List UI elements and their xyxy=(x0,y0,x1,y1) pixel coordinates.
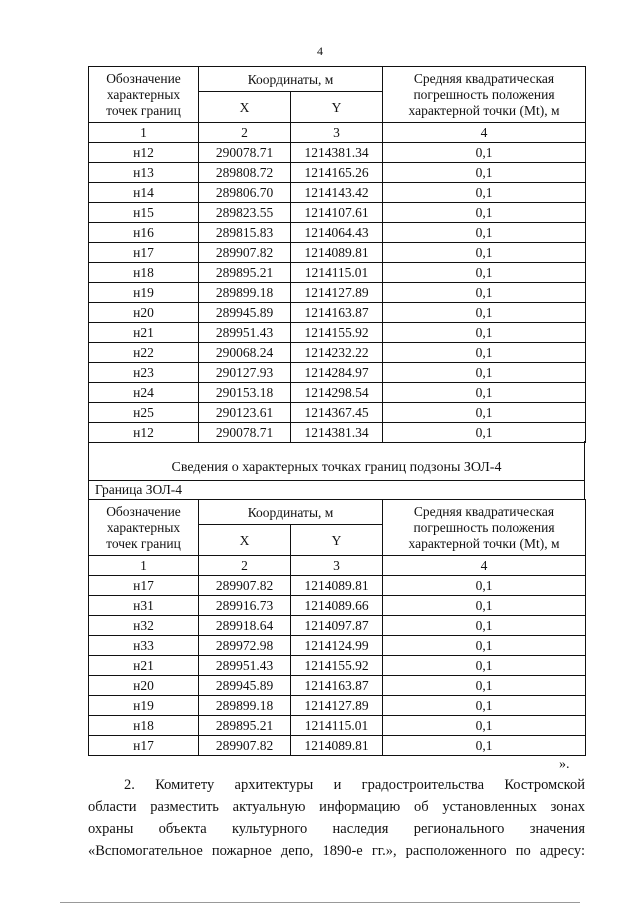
point-name: н18 xyxy=(89,716,199,736)
mt-error: 0,1 xyxy=(383,283,586,303)
header-designation: Обозначение характерных точек границ xyxy=(89,500,199,556)
coord-y: 1214115.01 xyxy=(291,716,383,736)
point-name: н21 xyxy=(89,323,199,343)
subzone-title: Сведения о характерных точках границ подзоны ЗОЛ-4 xyxy=(171,460,502,475)
point-name: н13 xyxy=(89,163,199,183)
point-name: н14 xyxy=(89,183,199,203)
table-row xyxy=(89,716,586,736)
header-x: X xyxy=(199,92,291,123)
table-row xyxy=(89,223,586,243)
table-row xyxy=(89,636,586,656)
table-row xyxy=(89,576,586,596)
point-name: н25 xyxy=(89,403,199,423)
coord-y: 1214155.92 xyxy=(291,323,383,343)
coord-y: 1214127.89 xyxy=(291,696,383,716)
coord-y: 1214163.87 xyxy=(291,676,383,696)
coord-x: 289899.18 xyxy=(199,283,291,303)
mt-error: 0,1 xyxy=(383,676,586,696)
bottom-rule xyxy=(60,902,580,903)
table-row xyxy=(89,323,586,343)
coord-y: 1214143.42 xyxy=(291,183,383,203)
coord-x: 289945.89 xyxy=(199,676,291,696)
mt-error: 0,1 xyxy=(383,163,586,183)
point-name: н23 xyxy=(89,363,199,383)
mt-error: 0,1 xyxy=(383,383,586,403)
mt-error: 0,1 xyxy=(383,403,586,423)
table-row xyxy=(89,203,586,223)
mt-error: 0,1 xyxy=(383,183,586,203)
mt-error: 0,1 xyxy=(383,343,586,363)
table-row xyxy=(89,243,586,263)
coord-y: 1214089.81 xyxy=(291,736,383,756)
column-number-row xyxy=(89,556,586,576)
table-row xyxy=(89,143,586,163)
table-row xyxy=(89,696,586,716)
coord-y: 1214284.97 xyxy=(291,363,383,383)
mt-error: 0,1 xyxy=(383,223,586,243)
paragraph-line: охраны объекта культурного наследия регионального значения xyxy=(88,821,585,837)
table-row xyxy=(89,656,586,676)
col-num: 4 xyxy=(383,556,586,576)
closing-quote: ». xyxy=(559,757,570,772)
mt-error: 0,1 xyxy=(383,243,586,263)
table-row xyxy=(89,183,586,203)
coord-x: 289951.43 xyxy=(199,656,291,676)
col-num: 1 xyxy=(89,556,199,576)
table-row xyxy=(89,303,586,323)
coord-y: 1214124.99 xyxy=(291,636,383,656)
coord-y: 1214089.66 xyxy=(291,596,383,616)
table-row xyxy=(89,363,586,383)
coord-x: 289895.21 xyxy=(199,263,291,283)
coord-x: 290153.18 xyxy=(199,383,291,403)
coord-x: 289823.55 xyxy=(199,203,291,223)
coord-x: 289972.98 xyxy=(199,636,291,656)
col-num: 4 xyxy=(383,123,586,143)
coord-x: 290127.93 xyxy=(199,363,291,383)
point-name: н19 xyxy=(89,696,199,716)
col-num: 3 xyxy=(291,123,383,143)
point-name: н31 xyxy=(89,596,199,616)
border-label: Граница ЗОЛ-4 xyxy=(88,480,585,499)
coord-y: 1214163.87 xyxy=(291,303,383,323)
coord-x: 289918.64 xyxy=(199,616,291,636)
header-designation: Обозначение характерных точек границ xyxy=(89,67,199,123)
coord-x: 289815.83 xyxy=(199,223,291,243)
col-num: 1 xyxy=(89,123,199,143)
table-row xyxy=(89,596,586,616)
coord-x: 289907.82 xyxy=(199,576,291,596)
mt-error: 0,1 xyxy=(383,263,586,283)
mt-error: 0,1 xyxy=(383,656,586,676)
point-name: н18 xyxy=(89,263,199,283)
table-row xyxy=(89,423,586,443)
table-row xyxy=(89,343,586,363)
header-y: Y xyxy=(291,525,383,556)
coord-y: 1214155.92 xyxy=(291,656,383,676)
coord-x: 289916.73 xyxy=(199,596,291,616)
coord-x: 289945.89 xyxy=(199,303,291,323)
mt-error: 0,1 xyxy=(383,596,586,616)
col-num: 2 xyxy=(199,123,291,143)
mt-error: 0,1 xyxy=(383,616,586,636)
point-name: н17 xyxy=(89,736,199,756)
mt-error: 0,1 xyxy=(383,303,586,323)
point-name: н19 xyxy=(89,283,199,303)
header-error: Средняя квадратическая погрешность положения характерной точки (Mt), м xyxy=(383,67,586,123)
point-name: н20 xyxy=(89,303,199,323)
page-number: 4 xyxy=(317,44,323,58)
coord-y: 1214115.01 xyxy=(291,263,383,283)
coord-x: 289907.82 xyxy=(199,736,291,756)
coord-x: 289899.18 xyxy=(199,696,291,716)
paragraph-line: области разместить актуальную информацию об установленных зонах xyxy=(88,799,585,815)
mt-error: 0,1 xyxy=(383,636,586,656)
mt-error: 0,1 xyxy=(383,143,586,163)
point-name: н12 xyxy=(89,423,199,443)
table-row xyxy=(89,403,586,423)
table-row xyxy=(89,383,586,403)
header-row-1 xyxy=(89,67,586,92)
header-y: Y xyxy=(291,92,383,123)
paragraph-line: 2. Комитету архитектуры и градостроительства Костромской xyxy=(124,777,585,793)
header-x: X xyxy=(199,525,291,556)
header-coordinates: Координаты, м xyxy=(199,67,383,92)
coord-x: 289907.82 xyxy=(199,243,291,263)
point-name: н32 xyxy=(89,616,199,636)
table-row xyxy=(89,676,586,696)
mt-error: 0,1 xyxy=(383,716,586,736)
point-name: н24 xyxy=(89,383,199,403)
mt-error: 0,1 xyxy=(383,423,586,443)
coordinates-table-1 xyxy=(88,66,586,443)
table-row xyxy=(89,616,586,636)
point-name: н33 xyxy=(89,636,199,656)
coord-y: 1214064.43 xyxy=(291,223,383,243)
column-number-row xyxy=(89,123,586,143)
coord-x: 289808.72 xyxy=(199,163,291,183)
mt-error: 0,1 xyxy=(383,696,586,716)
table-row xyxy=(89,283,586,303)
mt-error: 0,1 xyxy=(383,736,586,756)
coordinates-table-2 xyxy=(88,499,586,756)
coord-y: 1214107.61 xyxy=(291,203,383,223)
coord-y: 1214165.26 xyxy=(291,163,383,183)
coord-y: 1214381.34 xyxy=(291,423,383,443)
coord-x: 290068.24 xyxy=(199,343,291,363)
table-row xyxy=(89,736,586,756)
point-name: н16 xyxy=(89,223,199,243)
mt-error: 0,1 xyxy=(383,576,586,596)
coord-y: 1214089.81 xyxy=(291,243,383,263)
coord-x: 289895.21 xyxy=(199,716,291,736)
paragraph-line: «Вспомогательное пожарное депо, 1890-е гг.», расположенного по адресу: xyxy=(88,843,585,859)
col-num: 2 xyxy=(199,556,291,576)
point-name: н20 xyxy=(89,676,199,696)
point-name: н21 xyxy=(89,656,199,676)
table-row xyxy=(89,163,586,183)
point-name: н17 xyxy=(89,576,199,596)
coord-y: 1214381.34 xyxy=(291,143,383,163)
coord-y: 1214127.89 xyxy=(291,283,383,303)
table-row xyxy=(89,263,586,283)
coord-x: 289951.43 xyxy=(199,323,291,343)
point-name: н22 xyxy=(89,343,199,363)
coord-y: 1214367.45 xyxy=(291,403,383,423)
point-name: н12 xyxy=(89,143,199,163)
coord-y: 1214097.87 xyxy=(291,616,383,636)
point-name: н15 xyxy=(89,203,199,223)
header-row-1 xyxy=(89,500,586,525)
header-coordinates: Координаты, м xyxy=(199,500,383,525)
coord-x: 290078.71 xyxy=(199,143,291,163)
coord-y: 1214298.54 xyxy=(291,383,383,403)
coord-x: 289806.70 xyxy=(199,183,291,203)
col-num: 3 xyxy=(291,556,383,576)
mt-error: 0,1 xyxy=(383,363,586,383)
coord-x: 290078.71 xyxy=(199,423,291,443)
header-error: Средняя квадратическая погрешность положения характерной точки (Mt), м xyxy=(383,500,586,556)
mt-error: 0,1 xyxy=(383,203,586,223)
coord-y: 1214232.22 xyxy=(291,343,383,363)
paragraph-2 xyxy=(88,774,585,862)
coord-x: 290123.61 xyxy=(199,403,291,423)
mt-error: 0,1 xyxy=(383,323,586,343)
coord-y: 1214089.81 xyxy=(291,576,383,596)
point-name: н17 xyxy=(89,243,199,263)
